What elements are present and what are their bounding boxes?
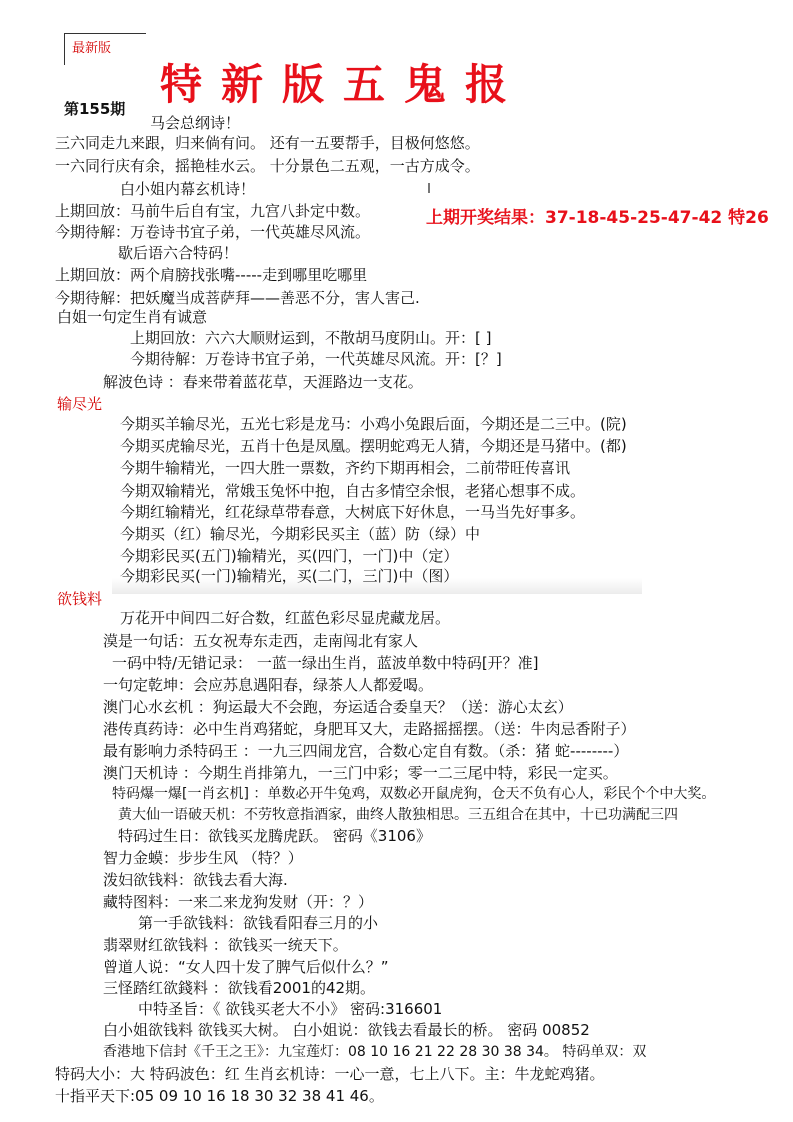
line-37: 曾道人说：“女人四十发了脾气后似什么？” [103, 958, 389, 976]
line-12: 解波色诗 ：春来带着蓝花草，天涯路边一支花。 [103, 373, 423, 391]
line-18: 今期买（红）输尽光，今期彩民买主（蓝）防（绿）中 [120, 525, 481, 543]
line-11: 今期待解：万卷诗书宜子弟，一代英雄尽风流。开：[？] [130, 350, 502, 368]
line-40: 白小姐欲钱料 欲钱买大树。 白小姐说：欲钱去看最长的桥。 密码 00852 [103, 1021, 590, 1039]
line-32: 智力金蟆：步步生风 （特？） [103, 849, 303, 867]
line-43: 十指平天下:05 09 10 16 18 30 32 38 41 46。 [55, 1087, 384, 1105]
line-34: 藏特图料：一来二来龙狗发财（开：？） [103, 893, 374, 911]
line-24: 一句定乾坤：会应苏息遇阳春，绿茶人人都爱喝。 [103, 676, 434, 694]
line-19: 今期彩民买(五门)输精光，买(四门，一门)中（定） [120, 547, 459, 565]
line-6: 歇后语六合特码！ [118, 244, 239, 262]
line-28: 澳门天机诗 ：今期生肖排第九，一三门中彩；零一二三尾中特，彩民一定买。 [103, 764, 618, 782]
line-7: 上期回放：两个肩膀找张嘴-----走到哪里吃哪里 [55, 266, 368, 284]
line-23: 一码中特/无错记录： 一蓝一绿出生肖，蓝波单数中特码[开？准] [112, 654, 539, 672]
line-25: 澳门心水玄机 ：狗运最大不会跑，夯运适合委皇天？（送：游心太玄） [103, 698, 573, 716]
line-29: 特码爆一爆[一肖玄机] ：单数必开牛兔鸡，双数必开鼠虎狗，仓天不负有心人，彩民个个中大奖。 [112, 786, 716, 802]
line-3: 白小姐内幕玄机诗！ [120, 180, 256, 198]
line-27: 最有影响力杀特码王 ：一九三四闹龙宫，合数心定自有数。（杀：猪 蛇--------） [103, 742, 629, 760]
section-money-heading: 欲钱料 [57, 590, 103, 608]
line-39: 中特圣旨：《 欲钱买老大不小》 密码:316601 [138, 1000, 443, 1018]
edition-box [64, 33, 146, 65]
last-result: 上期开奖结果：37-18-45-25-47-42 特26 [426, 208, 769, 228]
page-title: 特新版五鬼报 [160, 60, 527, 109]
line-21: 万花开中间四二好合数，红蓝色彩尽显虎藏龙居。 [120, 609, 451, 627]
line-36: 翡翠财红欲钱料 ：欲钱买一统天下。 [103, 936, 348, 954]
line-41: 香港地下信封《千王之王》：九宝莲灯：08 10 16 21 22 28 30 38 34。 特码单双：双 [103, 1044, 647, 1060]
section-loss-heading: 输尽光 [57, 395, 103, 413]
line-30: 黄大仙一语破天机：不劳牧意指酒家，曲终人散独相思。三五组合在其中，十已功满配三四 [118, 807, 678, 823]
line-4: 上期回放：马前牛后自有宝，九宫八卦定中数。 [55, 202, 371, 220]
line-16: 今期双输精光，常娥玉兔怀中抱，自古多情空余恨，老猪心想事不成。 [120, 482, 586, 500]
line-8: 今期待解：把妖魔当成菩萨拜——善恶不分，害人害己. [55, 289, 420, 307]
edition-label: 最新版 [72, 41, 112, 56]
line-2: 一六同行庆有余，摇艳桂水云。 十分景色二五观，一古方成令。 [55, 157, 480, 175]
line-13: 今期买羊输尽光，五光七彩是龙马：小鸡小兔跟后面，今期还是二三中。(院) [120, 415, 627, 433]
line-31: 特码过生日：欲钱买龙腾虎跃。 密码《3106》 [118, 827, 431, 845]
line-20: 今期彩民买(一门)输精光，买(二门，三门)中（图） [120, 567, 459, 585]
line-0: 马会总纲诗！ [150, 114, 241, 132]
line-38: 三怪踏红欲錢料 ：欲钱看2001的42期。 [103, 979, 376, 997]
line-33: 泼妇欲钱料：欲钱去看大海. [103, 871, 288, 889]
line-35: 第一手欲钱料：欲钱看阳春三月的小 [138, 914, 379, 932]
line-9: 白姐一句定生肖有诚意 [57, 308, 208, 326]
line-22: 漠是一句话：五女祝寿东走西，走南闯北有家人 [103, 632, 419, 650]
line-5: 今期待解：万卷诗书宜子弟，一代英雄尽风流。 [55, 223, 371, 241]
line-15: 今期牛输精光，一四大胜一票数，齐约下期再相会，二前带旺传喜讯 [120, 459, 571, 477]
line-42: 特码大小：大 特码波色：红 生肖玄机诗：一心一意，七上八下。主：牛龙蛇鸡猪。 [55, 1065, 605, 1083]
issue-number: 第155期 [64, 100, 126, 118]
line-26: 港传真药诗：必中生肖鸡猪蛇，身肥耳又大，走路摇摇摆。（送：牛肉忌香附子） [103, 720, 636, 738]
line-1: 三六同走九来跟，归来倘有问。 还有一五要帮手，目极何悠悠。 [55, 134, 480, 152]
line-10: 上期回放：六六大顺财运到，不散胡马度阴山。开：[ ] [130, 329, 492, 347]
stray-mark [428, 183, 430, 193]
line-17: 今期红输精光，红花绿草带春意，大树底下好休息，一马当先好事多。 [120, 503, 586, 521]
line-14: 今期买虎输尽光，五肖十色是凤凰。摆明蛇鸡无人猜，今期还是马猪中。(都) [120, 437, 627, 455]
